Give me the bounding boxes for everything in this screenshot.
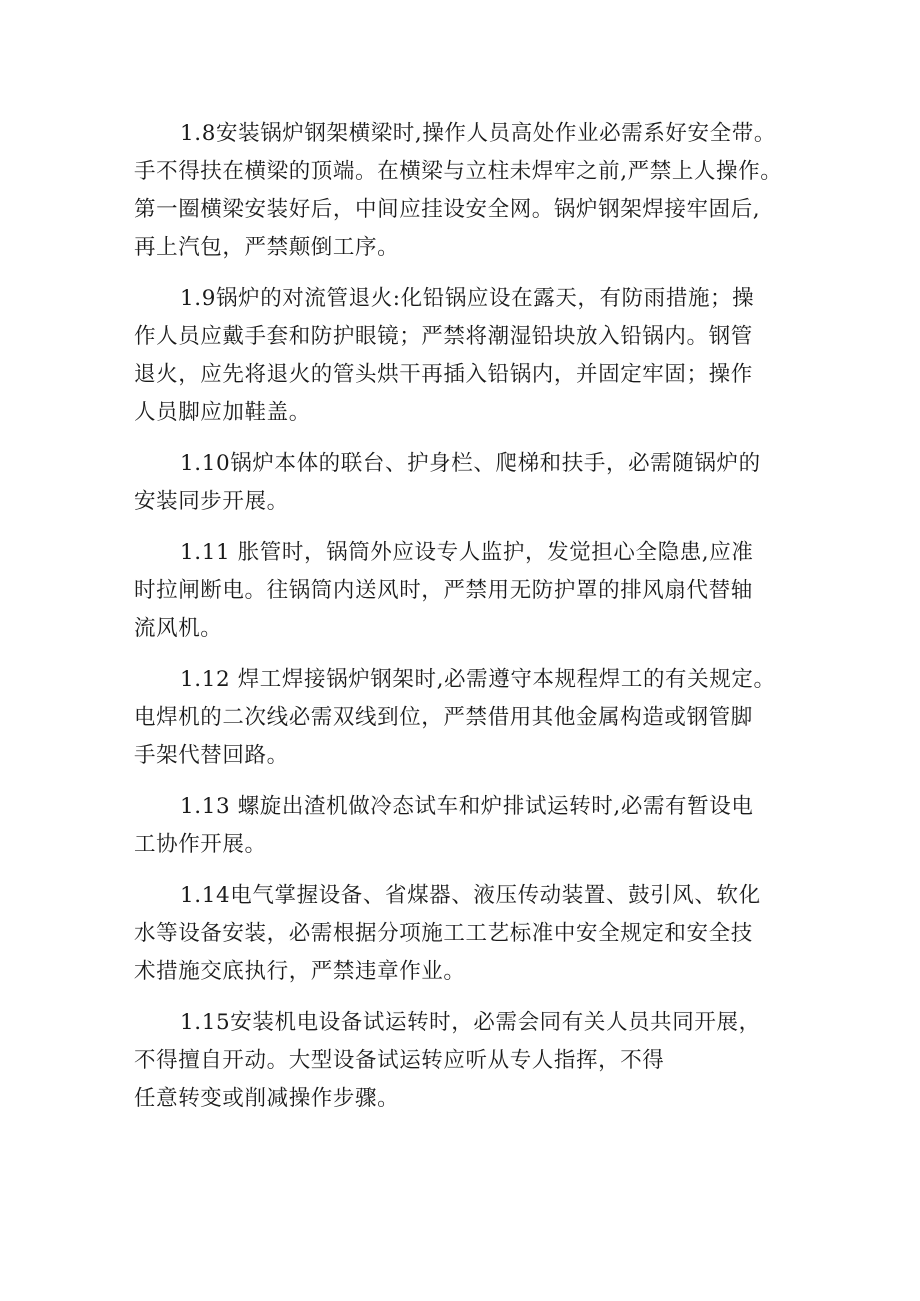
- text-line: 1.14电气掌握设备、省煤器、液压传动装置、鼓引风、软化: [180, 883, 761, 908]
- paragraph-1-9: [134, 280, 824, 432]
- paragraph-1-15: [134, 1004, 824, 1118]
- text-line: 1.15安装机电设备试运转时，必需会同有关人员共同开展，: [180, 1010, 761, 1035]
- text-line: 工协作开展。: [134, 832, 267, 857]
- paragraph-1-13: [134, 788, 824, 864]
- text-line: 不得擅自开动。大型设备试运转应听从专人指挥，不得: [134, 1048, 665, 1073]
- text-line: 第一圈横梁安装好后，中间应挂设安全网。锅炉钢架焊接牢固后,: [134, 197, 761, 222]
- text-line: 1.13 螺旋出渣机做冷态试车和炉排试运转时,必需有暂设电: [180, 794, 754, 819]
- document-page: [134, 115, 824, 1131]
- text-line: 流风机。: [134, 616, 223, 641]
- text-line: 手架代替回路。: [134, 743, 289, 768]
- paragraph-1-11: [134, 534, 824, 648]
- text-line: 1.11 胀管时，锅筒外应设专人监护，发觉担心全隐患,应准: [180, 540, 754, 565]
- text-line: 1.9锅炉的对流管退火:化铅锅应设在露天，有防雨措施；操: [180, 286, 755, 311]
- paragraph-1-10: [134, 445, 824, 521]
- paragraph-1-12: [134, 661, 824, 775]
- paragraph-1-8: [134, 115, 824, 267]
- paragraph-1-14: [134, 877, 824, 991]
- text-line: 1.10锅炉本体的联台、护身栏、爬梯和扶手，必需随锅炉的: [180, 451, 761, 476]
- text-line: 退火，应先将退火的管头烘干再插入铅锅内，并固定牢固；操作: [134, 362, 753, 387]
- text-line: 安装同步开展。: [134, 489, 289, 514]
- text-line: 术措施交底执行，严禁违章作业。: [134, 959, 466, 984]
- text-line: 再上汽包，严禁颠倒工序。: [134, 235, 400, 260]
- text-line: 水等设备安装，必需根据分项施工工艺标准中安全规定和安全技: [134, 921, 753, 946]
- text-line: 作人员应戴手套和防护眼镜；严禁将潮湿铅块放入铅锅内。钢管: [134, 324, 753, 349]
- text-line: 手不得扶在横梁的顶端。在横梁与立柱未焊牢之前,严禁上人操作。: [134, 159, 783, 184]
- text-line: 1.12 焊工焊接锅炉钢架时,必需遵守本规程焊工的有关规定。: [180, 667, 776, 692]
- text-line: 任意转变或削减操作步骤。: [134, 1086, 400, 1111]
- text-line: 电焊机的二次线必需双线到位，严禁借用其他金属构造或钢管脚: [134, 705, 753, 730]
- text-line: 1.8安装锅炉钢架横梁时,操作人员高处作业必需系好安全带。: [180, 121, 776, 146]
- text-line: 人员脚应加鞋盖。: [134, 400, 311, 425]
- text-line: 时拉闸断电。往锅筒内送风时，严禁用无防护罩的排风扇代替轴: [134, 578, 753, 603]
